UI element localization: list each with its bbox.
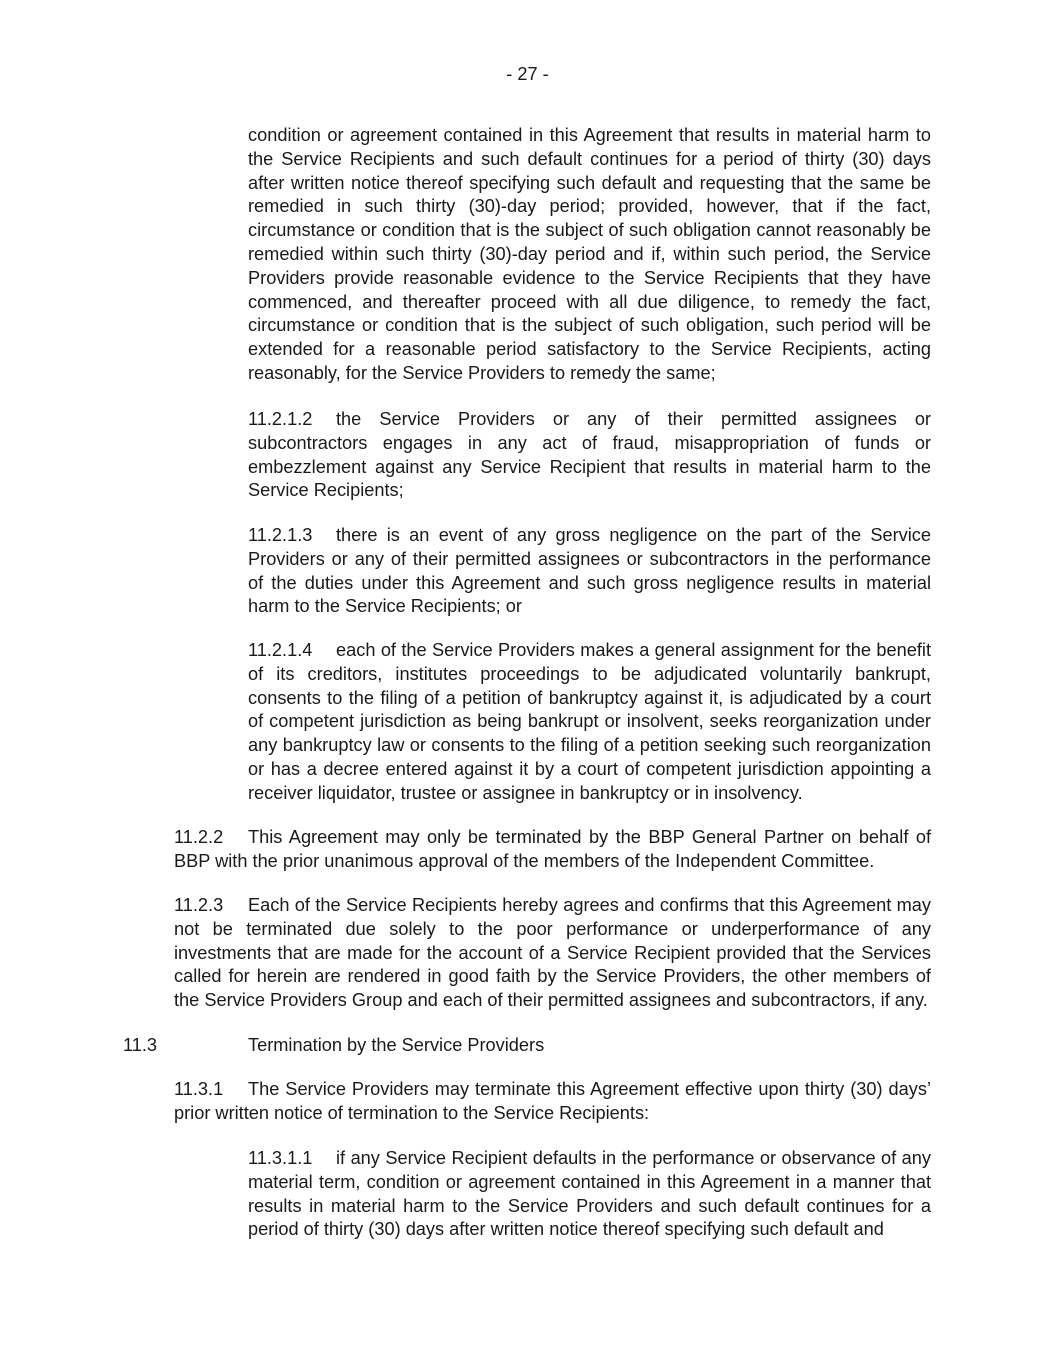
clause-number: 11.3.1 [174, 1079, 224, 1099]
section-number: 11.3 [123, 1035, 158, 1055]
clause-11-2-1-4 [248, 639, 931, 806]
clause-11-2-2 [174, 826, 931, 874]
clause-text: The Service Providers may terminate this Agreement effective upon thirty (30) days’ prior written notice of termination to the Service Recipients: [174, 1079, 931, 1123]
clause-text: This Agreement may only be terminated by the BBP General Partner on behalf of BBP with the prior unanimous approval of the members of the Independent Committee. [174, 827, 931, 871]
clause-number: 11.2.1.3 [248, 525, 313, 545]
clause-number: 11.2.3 [174, 895, 224, 915]
clause-number: 11.2.1.2 [248, 409, 313, 429]
clause-11-2-1-2 [248, 408, 931, 503]
clause-text: there is an event of any gross negligence on the part of the Service Providers or any of their permitted assignees or subcontractors in the performance of the duties under this Agreement and such gross negligence results in material harm to the Service Recipients; or [248, 525, 931, 617]
clause-text: Each of the Service Recipients hereby agrees and confirms that this Agreement may not be terminated due solely to the poor performance or underperformance of any investments that are made for the account of a Service Recipient provided that the Services called for herein are rendered in good faith by the Service Providers, the other members of the Service Providers Group and each of their permitted assignees and subcontractors, if any. [174, 895, 931, 1011]
clause-text: each of the Service Providers makes a general assignment for the benefit of its creditors, institutes proceedings to be adjudicated voluntarily bankrupt, consents to the filing of a petition of bankruptcy against it, is adjudicated by a court of competent jurisdiction as being bankrupt or insolvent, seeks reorganization under any bankruptcy law or consents to the filing of a petition seeking such reorganization or has a decree entered against it by a court of competent jurisdiction appointing a receiver liquidator, trustee or assignee in bankruptcy or in insolvency. [248, 640, 931, 803]
paragraph-continuation [248, 124, 931, 386]
clause-11-2-1-3 [248, 524, 931, 619]
clause-text: the Service Providers or any of their permitted assignees or subcontractors engages in any act of fraud, misappropriation of funds or embezzlement against any Service Recipient that results in material harm to the Service Recipients; [248, 409, 931, 501]
page-number: - 27 - [506, 64, 549, 84]
clause-11-3-1 [174, 1078, 931, 1126]
clause-number: 11.2.1.4 [248, 640, 313, 660]
clause-11-3-1-1 [248, 1147, 931, 1242]
paragraph-text: condition or agreement contained in this Agreement that results in material harm to the Service Recipients and such default continues for a period of thirty (30) days after written notice thereof specifying such default and requesting that the same be remedied in such thirty (30)-day period; provided, however, that if the fact, circumstance or condition that is the subject of such obligation cannot reasonably be remedied within such thirty (30)-day period and if, within such period, the Service Providers provide reasonable evidence to the Service Recipients that they have commenced, and thereafter proceed with all due diligence, to remedy the fact, circumstance or condition that is the subject of such obligation, such period will be extended for a reasonable period satisfactory to the Service Recipients, acting reasonably, for the Service Providers to remedy the same; [248, 125, 931, 383]
clause-number: 11.3.1.1 [248, 1148, 313, 1168]
section-heading-11-3 [123, 1034, 931, 1058]
clause-11-2-3 [174, 894, 931, 1013]
clause-number: 11.2.2 [174, 827, 224, 847]
clause-text: if any Service Recipient defaults in the performance or observance of any material term, condition or agreement contained in this Agreement in a manner that results in material harm to the Service Providers and such default continues for a period of thirty (30) days after written notice thereof specifying such default and [248, 1148, 931, 1240]
section-title: Termination by the Service Providers [248, 1035, 545, 1055]
